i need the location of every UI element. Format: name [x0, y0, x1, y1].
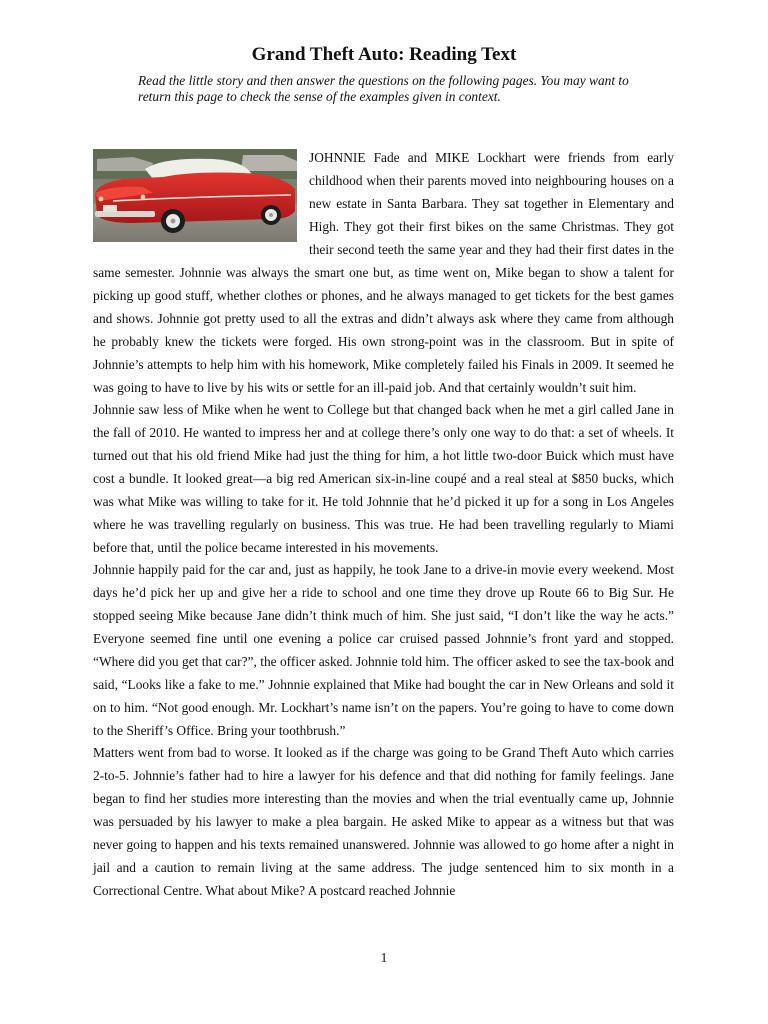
- instructions-text: Read the little story and then answer the questions on the following pages. You may want to return this page to check the sense of the examples given in context.: [138, 73, 629, 104]
- story-paragraph-2: Johnnie saw less of Mike when he went to College but that changed back when he met a girl called Jane in the fall of 2010. He wanted to impress her and at college there’s only one way to do that: a set of wheels. It turned out that his old friend Mike had just the thing for him, a hot little two-door Buick which must have cost a bundle. It looked great—a big red American six-in-line coupé and a real steal at $850 bucks, which was what Mike was willing to take for it. He told Johnnie that he’d picked it up for a song in Los Angeles where he was travelling regularly on business. This was true. He had been travelling regularly to Miami before that, until the police became interested in his movements.: [93, 402, 674, 555]
- red-convertible-car-photo: [93, 149, 297, 242]
- story-body: [93, 146, 674, 901]
- page-number: 1: [380, 950, 388, 965]
- story-paragraph-3: Johnnie happily paid for the car and, just as happily, he took Jane to a drive-in movie every weekend. Most days he’d pick her up and give her a ride to school and one time they drove up Route 66 to Big Sur. He stopped seeing Mike because Jane didn’t think much of him. She just said, “I don’t like the way he acts.” Everyone seemed fine until one evening a police car cruised passed Johnnie’s front yard and stopped. “Where did you get that car?”, the officer asked. Johnnie told him. The officer asked to see the tax-book and said, “Looks like a fake to me.” Johnnie explained that Mike had bought the car in New Orleans and sold it on to him. “Not good enough. Mr. Lockhart’s name isn’t on the papers. You’re going to have to come down to the Sheriff’s Office. Bring your toothbrush.”: [93, 562, 674, 738]
- document-title: Grand Theft Auto: Reading Text: [251, 44, 517, 65]
- story-paragraph-4: Matters went from bad to worse. It looked as if the charge was going to be Grand Theft Auto which carries 2-to-5. Johnnie’s father had to hire a lawyer for his defence and that did nothing for family feelings. Jane began to find her studies more interesting than the movies and when the trial eventually came up, Johnnie was persuaded by his lawyer to make a plea bargain. He asked Mike to appear as a witness but that was never going to happen and his texts remained unanswered. Johnnie was allowed to go home after a night in jail and a caution to remain living at the same address. The judge sentenced him to six month in a Correctional Centre. What about Mike? A postcard reached Johnnie: [93, 745, 674, 898]
- story-paragraph-1: JOHNNIE Fade and MIKE Lockhart were friends from early childhood when their parents moved into neighbouring houses on a new estate in Santa Barbara. They sat together in Elementary and High. They got their first bikes on the same Christmas. They got their second teeth the same year and they had their first dates in the same semester. Johnnie was always the smart one but, as time went on, Mike began to show a talent for picking up good stuff, whether clothes or phones, and he always managed to get tickets for the best games and shows. Johnnie got pretty used to all the extras and didn’t always ask where they came from although he probably knew the tickets were forged. His own strong-point was in the classroom. But in spite of Johnnie’s attempts to help him with his homework, Mike completely failed his Finals in 2009. It seemed he was going to have to live by his wits or settle for an ill-paid job. And that certainly wouldn’t suit him.: [93, 150, 674, 395]
